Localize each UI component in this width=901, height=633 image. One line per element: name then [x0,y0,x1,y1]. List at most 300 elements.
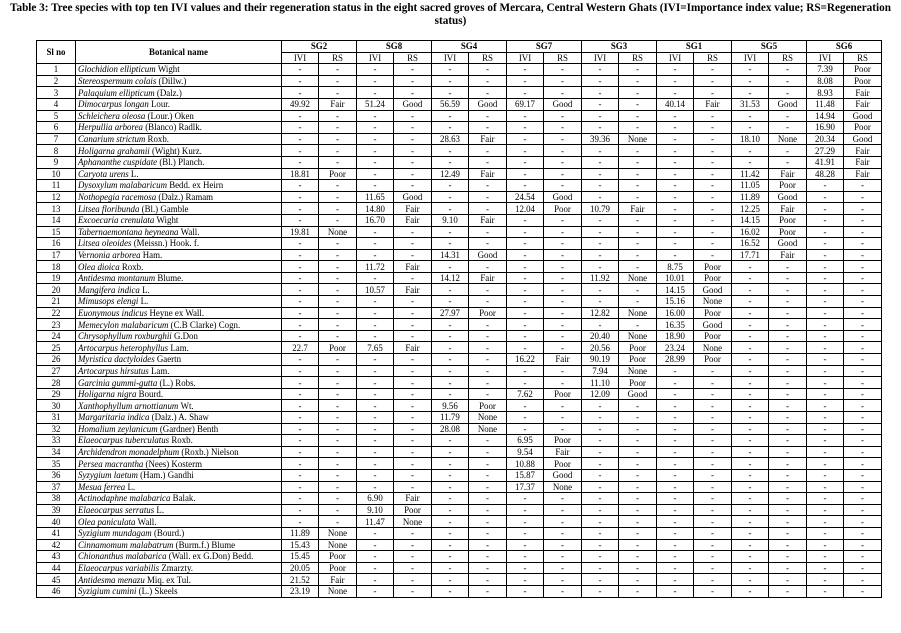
ivi-value: - [282,493,319,505]
rs-value: - [844,527,882,539]
rs-value: - [469,481,507,493]
botanical-name [76,423,282,435]
row-number: 15 [37,226,76,238]
rs-value: - [694,551,732,563]
row-number: 23 [37,319,76,331]
row-number: 27 [37,365,76,377]
rs-value: - [844,562,882,574]
rs-value: Poor [844,122,882,134]
rs-value: - [694,539,732,551]
rs-value: Poor [694,307,732,319]
rs-value: - [619,145,657,157]
row-number: 10 [37,168,76,180]
ivi-value: 69.17 [507,98,544,110]
table-row [37,330,882,342]
species-author: (Lour.) Oken [147,110,194,121]
ivi-value: - [657,574,694,586]
ivi-value: - [282,458,319,470]
ivi-value: 11.79 [432,412,469,424]
rs-value: - [844,330,882,342]
rs-value: - [844,469,882,481]
rs-value: - [769,284,807,296]
rs-value: - [469,64,507,76]
rs-value: - [619,98,657,110]
rs-value: - [469,585,507,597]
rs-value: - [544,110,582,122]
ivi-value: - [507,516,544,528]
ivi-value: - [657,156,694,168]
ivi-value: - [732,400,769,412]
ivi-value: - [357,156,394,168]
rs-value: None [544,481,582,493]
ivi-value: - [582,493,619,505]
rs-value: - [619,319,657,331]
ivi-value: - [582,226,619,238]
ivi-value: - [432,156,469,168]
ivi-value: 14.94 [807,110,844,122]
rs-value: - [619,75,657,87]
ivi-value: - [357,574,394,586]
ivi-value: 51.24 [357,98,394,110]
species-name: Caryota urens [78,168,129,179]
rs-value: - [544,156,582,168]
ivi-value: - [507,574,544,586]
rs-value: - [619,226,657,238]
rs-value: - [394,551,432,563]
ivi-value: - [507,272,544,284]
rs-value: Poor [469,307,507,319]
rs-value: Poor [544,203,582,215]
ivi-value: - [282,110,319,122]
ivi-value: 10.79 [582,203,619,215]
ivi-value: - [507,377,544,389]
rs-value: Poor [319,168,357,180]
rs-value: - [769,377,807,389]
rs-value: - [844,307,882,319]
ivi-value: - [582,75,619,87]
table-row [37,226,882,238]
ivi-value: - [582,261,619,273]
rs-value: - [619,539,657,551]
species-name: Euonymous indicus [78,307,148,318]
species-author: L. [127,481,136,492]
rs-value: - [694,527,732,539]
species-author: Zmarzty. [161,563,194,574]
table-row [37,539,882,551]
ivi-value: - [282,203,319,215]
ivi-value: - [582,423,619,435]
ivi-value: 24.54 [507,191,544,203]
rs-value: - [844,354,882,366]
ivi-value: - [282,481,319,493]
table-row [37,458,882,470]
table-row [37,469,882,481]
ivi-value: - [282,272,319,284]
table-row [37,249,882,261]
table-row [37,75,882,87]
rs-value: - [619,284,657,296]
rs-value: - [319,191,357,203]
ivi-value: - [357,133,394,145]
ivi-value: - [657,527,694,539]
botanical-name [76,458,282,470]
row-number: 31 [37,412,76,424]
ivi-value: - [732,365,769,377]
species-name: Mangifera indica [78,284,140,295]
species-author: (Blanco) Radlk. [145,122,202,133]
rs-value: - [394,87,432,99]
rs-value: None [769,133,807,145]
ivi-value: 14.12 [432,272,469,284]
ivi-value: - [732,539,769,551]
ivi-value: - [282,296,319,308]
row-number: 26 [37,354,76,366]
ivi-value: - [807,388,844,400]
rs-value: - [544,214,582,226]
rs-value: Fair [844,168,882,180]
rs-value: - [694,180,732,192]
ivi-value: - [732,481,769,493]
ivi-value: - [357,180,394,192]
ivi-value: - [657,388,694,400]
ivi-value: - [282,354,319,366]
rs-value: None [319,527,357,539]
rs-value: - [394,481,432,493]
ivi-value: - [657,493,694,505]
rs-value: - [319,493,357,505]
row-number: 3 [37,87,76,99]
ivi-value: - [507,122,544,134]
ivi-value: - [432,284,469,296]
species-author: Lam. [170,342,189,353]
table-row [37,388,882,400]
ivi-value: - [357,307,394,319]
rs-value: - [544,516,582,528]
ivi-value: - [582,504,619,516]
ivi-value: - [432,481,469,493]
rs-value: Poor [319,551,357,563]
rs-value: - [694,504,732,516]
ivi-value: - [657,585,694,597]
rs-value: - [544,504,582,516]
rs-value: - [469,458,507,470]
ivi-value: - [282,388,319,400]
rs-value: Fair [844,145,882,157]
rs-value: Poor [319,342,357,354]
rs-value: - [619,551,657,563]
species-name: Garcinia gummi-gutta [78,377,158,388]
ivi-value: - [657,458,694,470]
rs-value: - [694,249,732,261]
species-name: Margaritaria indica [78,412,150,423]
ivi-value: - [282,75,319,87]
table-row [37,423,882,435]
ivi-value: - [582,214,619,226]
ivi-value: - [732,319,769,331]
botanical-name [76,110,282,122]
rs-value: - [394,574,432,586]
ivi-value: 12.49 [432,168,469,180]
rs-value: - [319,400,357,412]
rs-value: Poor [844,64,882,76]
ivi-value: - [807,539,844,551]
species-author: (Nees) Kosterm [145,458,202,469]
rs-value: - [769,365,807,377]
table-row [37,377,882,389]
ivi-value: 16.52 [732,238,769,250]
rs-value: - [469,562,507,574]
rs-value: - [469,504,507,516]
botanical-name [76,562,282,574]
rs-value: - [469,574,507,586]
ivi-value: - [357,110,394,122]
ivi-value: - [432,539,469,551]
botanical-name [76,226,282,238]
row-number: 38 [37,493,76,505]
rs-value: - [844,493,882,505]
rs-value: Fair [394,284,432,296]
ivi-value: - [732,446,769,458]
ivi-value: - [657,110,694,122]
rs-value: None [394,516,432,528]
ivi-value: 18.10 [732,133,769,145]
rs-value: None [694,296,732,308]
rs-value: - [619,423,657,435]
ivi-value: - [807,446,844,458]
row-number: 8 [37,145,76,157]
ivi-value: - [732,342,769,354]
ivi-value: - [507,423,544,435]
rs-value: - [544,226,582,238]
species-name: Dysoxylum malabaricum [78,180,167,191]
ivi-value: - [282,238,319,250]
ivi-value: 19.81 [282,226,319,238]
row-number: 12 [37,191,76,203]
ivi-value: - [807,504,844,516]
ivi-value: - [357,354,394,366]
ivi-value: - [582,539,619,551]
rs-value: - [769,481,807,493]
species-author: Roxb. [121,261,144,272]
ivi-value: - [807,527,844,539]
rs-value: - [469,330,507,342]
species-name: Syzigium cumini [78,586,137,597]
rs-value: - [769,574,807,586]
rs-value: None [619,307,657,319]
table-row [37,435,882,447]
ivi-value: - [282,64,319,76]
table-row [37,156,882,168]
ivi-value: 9.10 [357,504,394,516]
species-author: (Bl.) Gamble [141,203,189,214]
rs-value: - [844,272,882,284]
ivi-value: - [432,75,469,87]
rs-value: - [394,180,432,192]
ivi-value: - [807,203,844,215]
rs-value: - [844,191,882,203]
ivi-value: 9.54 [507,446,544,458]
rs-value: - [469,203,507,215]
ivi-value: - [582,527,619,539]
species-name: Chionanthus malabarica [78,551,167,562]
species-name: Xanthophyllum arnottianum [78,400,179,411]
rs-value: - [619,191,657,203]
rs-value: - [319,87,357,99]
botanical-name [76,504,282,516]
rs-value: - [319,272,357,284]
rs-value: - [319,354,357,366]
ivi-value: - [582,481,619,493]
botanical-name [76,342,282,354]
botanical-name [76,388,282,400]
header-row-groups [37,41,882,53]
rs-value: Poor [394,504,432,516]
ivi-value: 31.53 [732,98,769,110]
ivi-value: 23.24 [657,342,694,354]
ivi-value: - [357,539,394,551]
ivi-value: - [657,203,694,215]
rs-value: - [469,446,507,458]
rs-value: - [694,400,732,412]
ivi-value: - [732,122,769,134]
rs-value: - [469,110,507,122]
header-group: SG3 [582,41,657,53]
botanical-name [76,261,282,273]
rs-value: Poor [694,330,732,342]
ivi-value: - [357,272,394,284]
ivi-value: - [582,110,619,122]
rs-value: - [844,585,882,597]
ivi-value: 11.10 [582,377,619,389]
ivi-value: 10.01 [657,272,694,284]
header-rs: RS [619,52,657,64]
species-author: Roxb. [171,435,193,446]
rs-value: - [544,249,582,261]
ivi-value: - [507,307,544,319]
rs-value: - [769,527,807,539]
species-name: Olea dioica [78,261,120,272]
ivi-value: - [282,87,319,99]
species-name: Actinodaphne malabarica [78,493,171,504]
rs-value: - [769,458,807,470]
botanical-name [76,203,282,215]
rs-value: - [544,377,582,389]
ivi-value: 9.10 [432,214,469,226]
species-name: Olea paniculata [78,516,136,527]
ivi-value: - [732,354,769,366]
header-ivi: IVI [432,52,469,64]
botanical-name [76,539,282,551]
row-number: 45 [37,574,76,586]
rs-value: - [694,365,732,377]
table-row [37,203,882,215]
rs-value: - [319,180,357,192]
ivi-value: - [507,551,544,563]
rs-value: - [769,319,807,331]
botanical-name [76,516,282,528]
species-author: Wight [157,64,180,75]
row-number: 46 [37,585,76,597]
rs-value: - [544,400,582,412]
ivi-value: 8.93 [807,87,844,99]
table-row [37,307,882,319]
ivi-value: - [807,307,844,319]
ivi-value: - [657,551,694,563]
rs-value: - [469,75,507,87]
botanical-name [76,87,282,99]
rs-value: - [544,527,582,539]
ivi-value: - [507,504,544,516]
ivi-value: - [432,191,469,203]
ivi-value: - [507,87,544,99]
ivi-value: - [582,284,619,296]
rs-value: None [619,272,657,284]
row-number: 35 [37,458,76,470]
ivi-value: - [432,64,469,76]
ivi-value: - [432,493,469,505]
ivi-value: 11.65 [357,191,394,203]
ivi-value: - [282,191,319,203]
ivi-value: - [657,562,694,574]
header-rs: RS [769,52,807,64]
species-name: Elaeocarpus tuberculatus [78,435,170,446]
rs-value: - [769,435,807,447]
ivi-value: - [732,75,769,87]
rs-value: Fair [469,133,507,145]
rs-value: - [769,145,807,157]
ivi-value: - [357,551,394,563]
ivi-value: - [507,400,544,412]
ivi-value: - [282,180,319,192]
rs-value: - [544,180,582,192]
ivi-value: - [657,75,694,87]
ivi-value: - [432,319,469,331]
ivi-value: 7.65 [357,342,394,354]
ivi-value: - [357,388,394,400]
ivi-value: - [657,145,694,157]
ivi-value: 14.31 [432,249,469,261]
botanical-name [76,354,282,366]
ivi-value: 28.63 [432,133,469,145]
species-author: (Bourd.) [153,528,185,539]
ivi-value: - [507,75,544,87]
species-name: Nothopegia racemosa [78,192,157,203]
row-number: 29 [37,388,76,400]
rs-value: - [844,446,882,458]
ivi-value: - [282,145,319,157]
rs-value: - [469,469,507,481]
table-row [37,516,882,528]
ivi-value: - [732,493,769,505]
rs-value: - [769,423,807,435]
rs-value: Fair [394,342,432,354]
ivi-value: 9.56 [432,400,469,412]
rs-value: - [319,75,357,87]
row-number: 7 [37,133,76,145]
ivi-value: - [432,574,469,586]
ivi-value: - [432,330,469,342]
caption-label: Table 3: [10,2,49,14]
table-row [37,354,882,366]
ivi-value: - [657,180,694,192]
species-name: Cinnamomum malabatrum [78,539,174,550]
botanical-name [76,249,282,261]
rs-value: - [694,168,732,180]
ivi-value: - [732,145,769,157]
ivi-value: - [282,214,319,226]
ivi-value: - [807,226,844,238]
ivi-value: - [507,214,544,226]
